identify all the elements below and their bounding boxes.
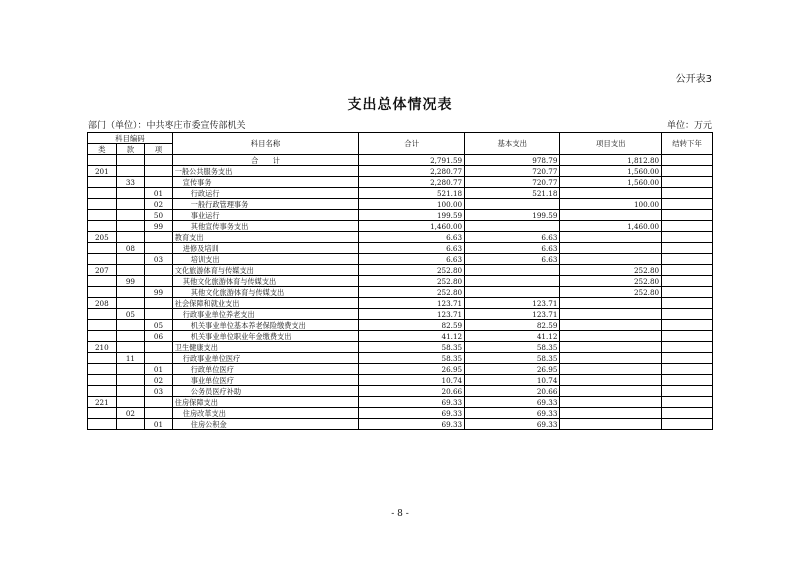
code-kuan-cell	[116, 155, 145, 166]
carry-cell	[662, 408, 713, 419]
project-cell: 1,560.00	[560, 166, 662, 177]
basic-cell: 10.74	[465, 375, 560, 386]
code-kuan-cell: 33	[116, 177, 145, 188]
department-label: 部门（单位）：中共枣庄市委宣传部机关	[88, 121, 246, 131]
code-kuan-cell	[116, 386, 145, 397]
table-row	[88, 221, 713, 232]
code-lei-cell	[88, 386, 117, 397]
code-kuan-cell: 05	[116, 309, 145, 320]
code-kuan-cell	[116, 221, 145, 232]
carry-cell	[662, 276, 713, 287]
code-xiang-cell	[145, 276, 173, 287]
total-cell: 252.80	[359, 287, 465, 298]
code-kuan-cell	[116, 188, 145, 199]
header-project: 项目支出	[560, 133, 662, 155]
code-xiang-cell: 06	[145, 331, 173, 342]
code-xiang-cell	[145, 177, 173, 188]
project-cell	[560, 309, 662, 320]
basic-cell: 41.12	[465, 331, 560, 342]
code-xiang-cell	[145, 397, 173, 408]
page-number: - 8 -	[391, 509, 409, 519]
project-cell	[560, 188, 662, 199]
project-cell	[560, 419, 662, 430]
carry-cell	[662, 155, 713, 166]
item-name-cell: 住房公积金	[172, 419, 358, 430]
code-xiang-cell: 99	[145, 287, 173, 298]
carry-cell	[662, 353, 713, 364]
project-cell: 252.80	[560, 265, 662, 276]
total-cell: 123.71	[359, 298, 465, 309]
total-cell: 6.63	[359, 254, 465, 265]
carry-cell	[662, 177, 713, 188]
code-kuan-cell	[116, 232, 145, 243]
code-lei-cell	[88, 155, 117, 166]
basic-cell: 720.77	[465, 177, 560, 188]
project-cell	[560, 320, 662, 331]
header-basic: 基本支出	[465, 133, 560, 155]
code-kuan-cell	[116, 210, 145, 221]
carry-cell	[662, 331, 713, 342]
project-cell: 100.00	[560, 199, 662, 210]
code-lei-cell	[88, 375, 117, 386]
basic-cell: 58.35	[465, 342, 560, 353]
project-cell	[560, 353, 662, 364]
carry-cell	[662, 221, 713, 232]
total-cell: 1,460.00	[359, 221, 465, 232]
code-kuan-cell	[116, 342, 145, 353]
table-row	[88, 265, 713, 276]
code-lei-cell: 208	[88, 298, 117, 309]
code-kuan-cell: 11	[116, 353, 145, 364]
code-lei-cell	[88, 353, 117, 364]
table-row	[88, 199, 713, 210]
unit-label: 单位：万元	[666, 121, 712, 131]
carry-cell	[662, 243, 713, 254]
code-xiang-cell	[145, 166, 173, 177]
item-name-cell: 机关事业单位职业年金缴费支出	[172, 331, 358, 342]
expenditure-table	[87, 132, 713, 430]
total-cell: 199.59	[359, 210, 465, 221]
code-xiang-cell	[145, 408, 173, 419]
item-name-cell: 其他文化旅游体育与传媒支出	[172, 287, 358, 298]
basic-cell: 720.77	[465, 166, 560, 177]
code-xiang-cell	[145, 309, 173, 320]
code-lei-cell	[88, 177, 117, 188]
code-lei-cell	[88, 364, 117, 375]
table-row	[88, 331, 713, 342]
total-cell: 100.00	[359, 199, 465, 210]
code-kuan-cell	[116, 375, 145, 386]
total-cell: 123.71	[359, 309, 465, 320]
table-row	[88, 320, 713, 331]
code-kuan-cell	[116, 298, 145, 309]
item-name-cell: 机关事业单位基本养老保险缴费支出	[172, 320, 358, 331]
total-cell: 58.35	[359, 353, 465, 364]
carry-cell	[662, 210, 713, 221]
header-lei: 类	[88, 144, 117, 155]
code-kuan-cell	[116, 287, 145, 298]
total-cell: 10.74	[359, 375, 465, 386]
code-kuan-cell	[116, 166, 145, 177]
basic-cell: 58.35	[465, 353, 560, 364]
table-row	[88, 386, 713, 397]
project-cell	[560, 243, 662, 254]
total-cell: 69.33	[359, 419, 465, 430]
basic-cell: 123.71	[465, 298, 560, 309]
carry-cell	[662, 364, 713, 375]
item-name-cell: 行政运行	[172, 188, 358, 199]
basic-cell	[465, 287, 560, 298]
item-name-cell: 行政单位医疗	[172, 364, 358, 375]
total-cell: 82.59	[359, 320, 465, 331]
item-name-cell: 社会保障和就业支出	[172, 298, 358, 309]
carry-cell	[662, 375, 713, 386]
carry-cell	[662, 199, 713, 210]
project-cell	[560, 386, 662, 397]
code-xiang-cell	[145, 298, 173, 309]
total-cell: 6.63	[359, 243, 465, 254]
item-name-cell: 一般行政管理事务	[172, 199, 358, 210]
header-name: 科目名称	[172, 133, 358, 155]
code-xiang-cell: 02	[145, 375, 173, 386]
basic-cell: 123.71	[465, 309, 560, 320]
table-row	[88, 254, 713, 265]
item-name-cell: 公务员医疗补助	[172, 386, 358, 397]
table-row	[88, 342, 713, 353]
total-cell: 58.35	[359, 342, 465, 353]
code-xiang-cell	[145, 243, 173, 254]
table-row	[88, 232, 713, 243]
code-kuan-cell	[116, 331, 145, 342]
basic-cell	[465, 265, 560, 276]
code-xiang-cell: 02	[145, 199, 173, 210]
project-cell: 1,560.00	[560, 177, 662, 188]
code-xiang-cell: 03	[145, 254, 173, 265]
basic-cell	[465, 199, 560, 210]
code-xiang-cell	[145, 155, 173, 166]
basic-cell: 6.63	[465, 232, 560, 243]
table-row	[88, 364, 713, 375]
carry-cell	[662, 166, 713, 177]
page-title: 支出总体情况表	[347, 97, 453, 113]
total-cell: 521.18	[359, 188, 465, 199]
basic-cell	[465, 221, 560, 232]
item-name-cell: 一般公共服务支出	[172, 166, 358, 177]
code-kuan-cell	[116, 199, 145, 210]
code-xiang-cell	[145, 232, 173, 243]
code-xiang-cell	[145, 342, 173, 353]
basic-cell	[465, 276, 560, 287]
project-cell	[560, 331, 662, 342]
carry-cell	[662, 320, 713, 331]
total-cell: 6.63	[359, 232, 465, 243]
code-lei-cell	[88, 287, 117, 298]
total-cell: 2,280.77	[359, 166, 465, 177]
item-name-cell: 教育支出	[172, 232, 358, 243]
carry-cell	[662, 287, 713, 298]
code-lei-cell	[88, 188, 117, 199]
code-lei-cell: 221	[88, 397, 117, 408]
item-name-cell: 其他文化旅游体育与传媒支出	[172, 276, 358, 287]
code-lei-cell	[88, 254, 117, 265]
total-cell: 26.95	[359, 364, 465, 375]
total-cell: 20.66	[359, 386, 465, 397]
item-name-cell: 文化旅游体育与传媒支出	[172, 265, 358, 276]
project-cell	[560, 342, 662, 353]
code-lei-cell	[88, 276, 117, 287]
code-xiang-cell	[145, 265, 173, 276]
project-cell: 1,460.00	[560, 221, 662, 232]
basic-cell: 521.18	[465, 188, 560, 199]
code-lei-cell	[88, 309, 117, 320]
item-name-cell: 住房改革支出	[172, 408, 358, 419]
code-xiang-cell: 05	[145, 320, 173, 331]
item-name-cell: 事业运行	[172, 210, 358, 221]
item-name-cell: 行政事业单位医疗	[172, 353, 358, 364]
table-row	[88, 177, 713, 188]
carry-cell	[662, 342, 713, 353]
code-lei-cell	[88, 199, 117, 210]
total-cell: 2,791.59	[359, 155, 465, 166]
code-xiang-cell: 01	[145, 419, 173, 430]
item-name-cell: 其他宣传事务支出	[172, 221, 358, 232]
item-name-cell: 卫生健康支出	[172, 342, 358, 353]
code-kuan-cell: 02	[116, 408, 145, 419]
basic-cell: 199.59	[465, 210, 560, 221]
code-lei-cell	[88, 408, 117, 419]
carry-cell	[662, 397, 713, 408]
table-row	[88, 287, 713, 298]
carry-cell	[662, 298, 713, 309]
header-code-group: 科目编码	[88, 133, 173, 144]
table-meta	[88, 118, 712, 131]
code-lei-cell	[88, 210, 117, 221]
table-row	[88, 375, 713, 386]
table-row	[88, 188, 713, 199]
total-cell: 252.80	[359, 265, 465, 276]
project-cell	[560, 375, 662, 386]
item-name-cell: 住房保障支出	[172, 397, 358, 408]
code-lei-cell	[88, 243, 117, 254]
table-row	[88, 166, 713, 177]
code-lei-cell: 210	[88, 342, 117, 353]
carry-cell	[662, 265, 713, 276]
header-total: 合计	[359, 133, 465, 155]
basic-cell: 26.95	[465, 364, 560, 375]
code-lei-cell: 205	[88, 232, 117, 243]
item-name-cell: 合 计	[172, 155, 358, 166]
table-row	[88, 309, 713, 320]
code-kuan-cell	[116, 320, 145, 331]
total-cell: 2,280.77	[359, 177, 465, 188]
table-row	[88, 243, 713, 254]
code-kuan-cell: 99	[116, 276, 145, 287]
project-cell	[560, 232, 662, 243]
code-xiang-cell: 99	[145, 221, 173, 232]
code-kuan-cell	[116, 397, 145, 408]
code-xiang-cell: 50	[145, 210, 173, 221]
basic-cell: 6.63	[465, 243, 560, 254]
basic-cell: 978.79	[465, 155, 560, 166]
project-cell	[560, 408, 662, 419]
table-row	[88, 276, 713, 287]
item-name-cell: 事业单位医疗	[172, 375, 358, 386]
project-cell	[560, 254, 662, 265]
project-cell	[560, 397, 662, 408]
table-row	[88, 419, 713, 430]
table-row	[88, 298, 713, 309]
carry-cell	[662, 386, 713, 397]
header-xiang: 项	[145, 144, 173, 155]
item-name-cell: 培训支出	[172, 254, 358, 265]
carry-cell	[662, 254, 713, 265]
table-row	[88, 408, 713, 419]
code-kuan-cell	[116, 265, 145, 276]
project-cell	[560, 298, 662, 309]
code-lei-cell: 201	[88, 166, 117, 177]
code-xiang-cell: 01	[145, 188, 173, 199]
basic-cell: 69.33	[465, 397, 560, 408]
carry-cell	[662, 419, 713, 430]
total-cell: 69.33	[359, 408, 465, 419]
project-cell	[560, 364, 662, 375]
basic-cell: 69.33	[465, 419, 560, 430]
carry-cell	[662, 232, 713, 243]
code-kuan-cell: 08	[116, 243, 145, 254]
code-lei-cell	[88, 221, 117, 232]
code-lei-cell	[88, 419, 117, 430]
code-lei-cell: 207	[88, 265, 117, 276]
item-name-cell: 宣传事务	[172, 177, 358, 188]
header-carry: 结转下年	[662, 133, 713, 155]
header-kuan: 款	[116, 144, 145, 155]
code-kuan-cell	[116, 254, 145, 265]
basic-cell: 20.66	[465, 386, 560, 397]
total-cell: 41.12	[359, 331, 465, 342]
basic-cell: 6.63	[465, 254, 560, 265]
item-name-cell: 行政事业单位养老支出	[172, 309, 358, 320]
table-row	[88, 353, 713, 364]
table-row	[88, 397, 713, 408]
total-row	[88, 155, 713, 166]
code-xiang-cell	[145, 353, 173, 364]
project-cell: 252.80	[560, 287, 662, 298]
table-row	[88, 210, 713, 221]
code-xiang-cell: 01	[145, 364, 173, 375]
carry-cell	[662, 309, 713, 320]
basic-cell: 82.59	[465, 320, 560, 331]
project-cell	[560, 210, 662, 221]
code-lei-cell	[88, 331, 117, 342]
total-cell: 252.80	[359, 276, 465, 287]
project-cell: 1,812.80	[560, 155, 662, 166]
carry-cell	[662, 188, 713, 199]
total-cell: 69.33	[359, 397, 465, 408]
code-kuan-cell	[116, 419, 145, 430]
basic-cell: 69.33	[465, 408, 560, 419]
table-tag: 公开表3	[675, 74, 712, 85]
project-cell: 252.80	[560, 276, 662, 287]
code-xiang-cell: 03	[145, 386, 173, 397]
item-name-cell: 进修及培训	[172, 243, 358, 254]
code-lei-cell	[88, 320, 117, 331]
code-kuan-cell	[116, 364, 145, 375]
